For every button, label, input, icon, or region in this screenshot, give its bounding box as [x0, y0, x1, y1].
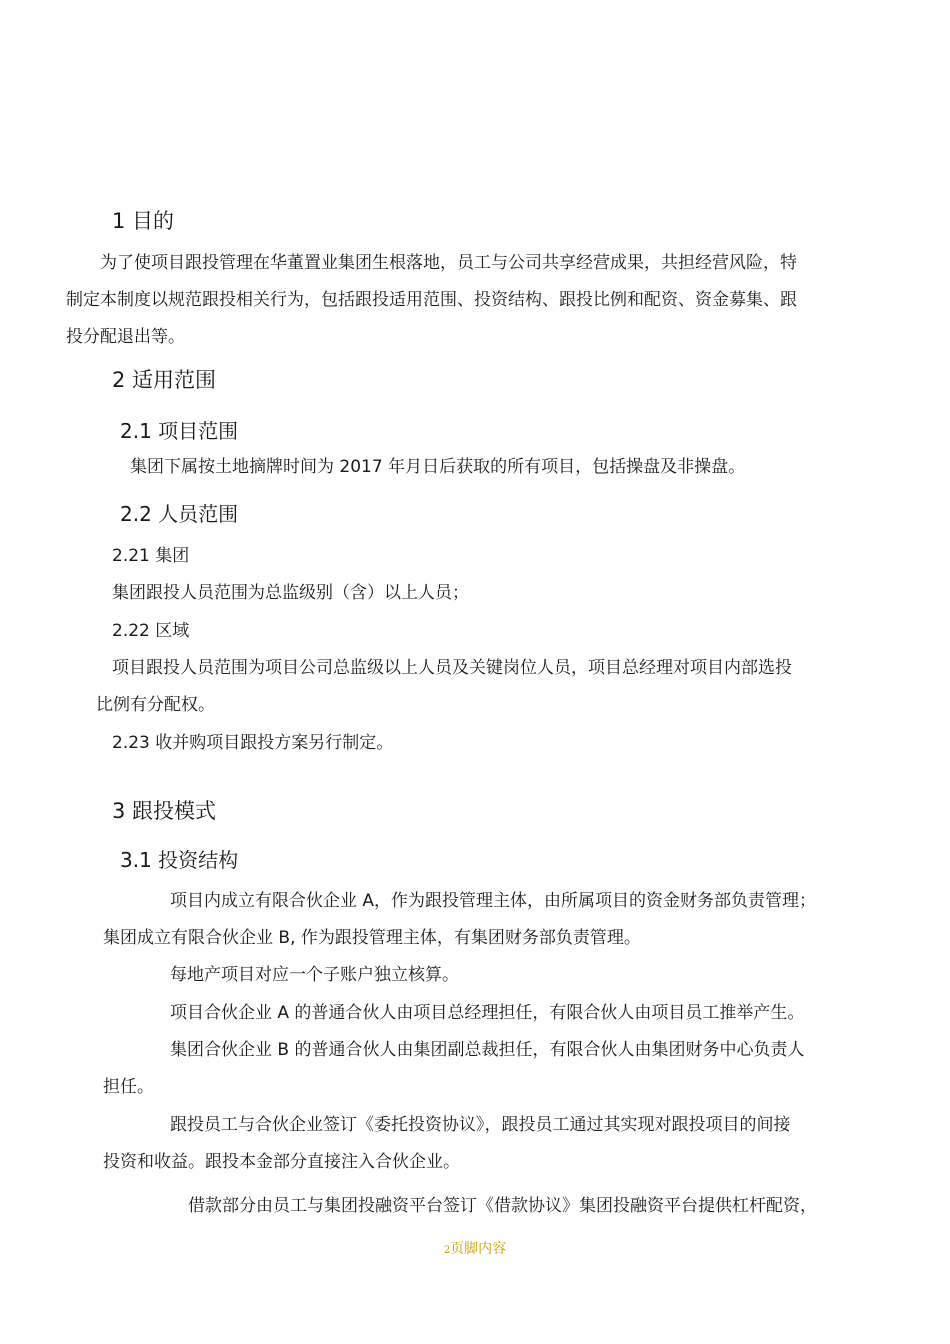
section-1-paragraph-line: 制定本制度以规范跟投相关行为，包括跟投适用范围、投资结构、跟投比例和配资、资金募集、跟: [66, 290, 797, 310]
section-2-1-heading: 2.1 项目范围: [120, 419, 239, 443]
section-2-22-paragraph-line: 项目跟投人员范围为项目公司总监级以上人员及关键岗位人员，项目总经理对项目内部选投: [112, 658, 792, 678]
section-2-1-paragraph: 集团下属按土地摘牌时间为 2017 年月日后获取的所有项目，包括操盘及非操盘。: [130, 457, 746, 477]
section-2-21-paragraph: 集团跟投人员范围为总监级别（含）以上人员；: [112, 583, 469, 603]
section-3-1-paragraph-line: 跟投员工与合伙企业签订《委托投资协议》，跟投员工通过其实现对跟投项目的间接: [170, 1115, 791, 1135]
section-2-22-paragraph-line: 比例有分配权。: [96, 695, 215, 715]
section-3-1-paragraph: 每地产项目对应一个子账户独立核算。: [170, 965, 459, 985]
section-2-21-heading: 2.21 集团: [112, 546, 190, 566]
section-2-22-heading: 2.22 区域: [112, 621, 190, 641]
section-3-1-paragraph: 项目合伙企业 A 的普通合伙人由项目总经理担任，有限合伙人由项目员工推举产生。: [170, 1003, 805, 1023]
section-2-2-heading: 2.2 人员范围: [120, 502, 239, 526]
section-3-1-paragraph-line: 集团成立有限合伙企业 B, 作为跟投管理主体，有集团财务部负责管理。: [103, 928, 641, 948]
section-3-1-paragraph-line: 集团合伙企业 B 的普通合伙人由集团副总裁担任，有限合伙人由集团财务中心负责人: [170, 1040, 805, 1060]
page-number: 2: [443, 1245, 451, 1256]
section-3-1-paragraph-line: 借款部分由员工与集团投融资平台签订《借款协议》集团投融资平台提供杠杆配资，: [188, 1196, 817, 1216]
section-3-1-paragraph-line: 项目内成立有限合伙企业 A，作为跟投管理主体，由所属项目的资金财务部负责管理；: [170, 891, 817, 911]
section-1-paragraph-line: 为了使项目跟投管理在华董置业集团生根落地，员工与公司共享经营成果，共担经营风险，特: [100, 253, 797, 273]
page-footer: [0, 1238, 950, 1258]
section-2-heading: 2 适用范围: [112, 368, 217, 392]
section-3-1-heading: 3.1 投资结构: [120, 848, 239, 872]
section-3-1-paragraph-line: 担任。: [103, 1077, 154, 1097]
footer-text: 页脚内容: [450, 1241, 507, 1257]
section-3-heading: 3 跟投模式: [112, 799, 217, 823]
section-1-heading: 1 目的: [112, 209, 175, 233]
section-2-23-paragraph: 2.23 收并购项目跟投方案另行制定。: [112, 733, 394, 753]
section-3-1-paragraph-line: 投资和收益。跟投本金部分直接注入合伙企业。: [103, 1152, 460, 1172]
section-1-paragraph-line: 投分配退出等。: [66, 327, 185, 347]
